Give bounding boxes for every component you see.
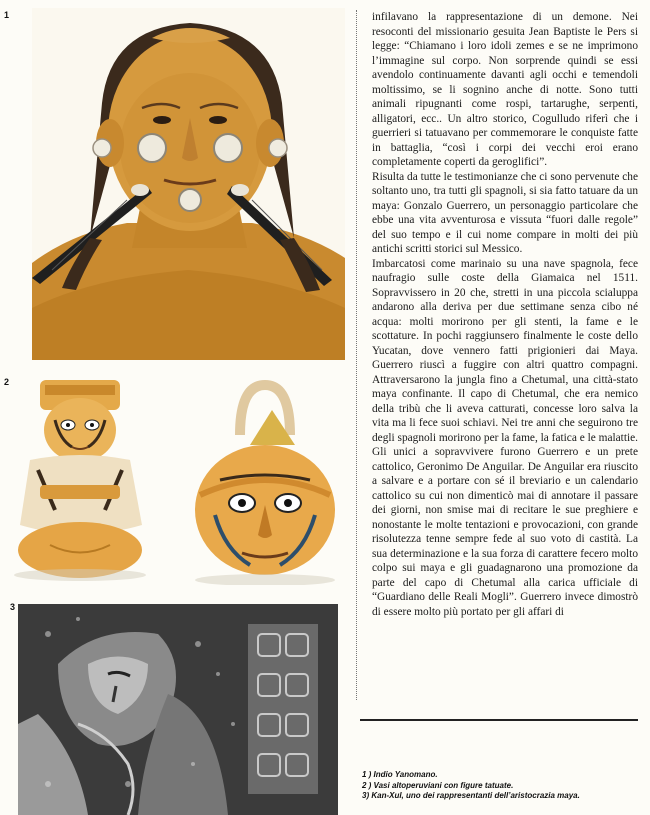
figure-2-peruvian-vessels — [10, 375, 340, 585]
paragraph-2: Risulta da tutte le testimonianze che ci sono pervenute che soltanto uno, tra tutti gli spagnoli, si sia fatto tatuare da un maya: Gonzalo Guerrero, un personaggio particolare che ebbe una vita avventurosa e vissuta “fuori dalle regole” del suo tempo e il cui nome compare in molti dei più antichi scritti storici sul Messico. — [372, 170, 638, 255]
caption-rule — [360, 719, 638, 721]
figure-1-yanomami-portrait — [32, 8, 345, 360]
paragraph-3: Imbarcatosi come marinaio su una nave spagnola, fece naufragio sulle coste della Giamaica nel 1511. Sopravvissero in 20 che, stretti in una piccola scialuppa andarono alla deriva per due settimane senza cibo né acqua: molti morirono per gli stenti, la fame e le scottature. In pochi raggiunsero finalmente le coste dello Yucatan, dove vennero fatti prigionieri dai Maya. Guerrero riuscì a fuggire con altri quattro compagni. Attraversarono la jungla fino a Chetumal, una città-stato maya confinante. Il capo di Chetumal, che era nemico della tribù che li aveva catturati, concesse loro salva la vita ma li fece suoi schiavi. Nei tre anni che seguirono tre degli spagnoli morirono per la fame, la fatica e le malattie. Gli unici a sopravvivere furono Guerrero e un prete cattolico, Geronimo De Anguilar. De Anguilar era riuscito a salvare e a portare con sé il breviario e un calendario cattolico su cui non dimenticò mai di annotare il passare dei giorni, non smise mai di recitare le sue preghiere e nonostante le molte tentazioni e provocazioni, con grande risolutezza tenne sempre fede al suo voto di castità. La sua determinazione e la sua forza di carattere fecero molto colpo sui maya e gli guadagnarono una promozione da parte del capo di Chetumal alla carica ufficiale di “Guardiano delle Reali Mogli”. Guerrero invece dimostrò di essere molto più portato per gli affari di — [372, 257, 638, 618]
figure-captions — [362, 770, 642, 802]
article-text-column — [372, 10, 638, 619]
figure-2-number: 2 — [4, 377, 10, 387]
caption-3: 3) Kan-Xul, uno dei rappresentanti dell’aristocrazia maya. — [362, 791, 580, 800]
caption-2: 2 ) Vasi altoperuviani con figure tatuate. — [362, 780, 514, 790]
column-divider — [356, 10, 357, 700]
paragraph-1: infilavano la rappresentazione di un demone. Nei resoconti del missionario gesuita Jean Baptiste le Pers si legge: “Chiamano i loro idoli zemes e se ne imprimono l’immagine sul corpo. Non sorprende quindi se essi avendolo continuamente davanti agli occhi e temendoli moltissimo, se li sognino anche di notte. Sono tutti animali ripugnanti come rospi, tartarughe, serpenti, alligatori, ecc.. Un altro storico, Cogulludo riferì che i guerrieri si tatuavano per commemorare le conquiste fatte in battaglia, “così i corpi dei vecchi eroi erano completamente coperti da geroglifici”. — [372, 11, 638, 168]
figure-3-number: 3 — [10, 602, 16, 612]
figure-3-kan-xul-relief — [18, 604, 338, 815]
caption-1: 1 ) Indio Yanomano. — [362, 770, 438, 779]
figure-1-number: 1 — [4, 10, 10, 20]
